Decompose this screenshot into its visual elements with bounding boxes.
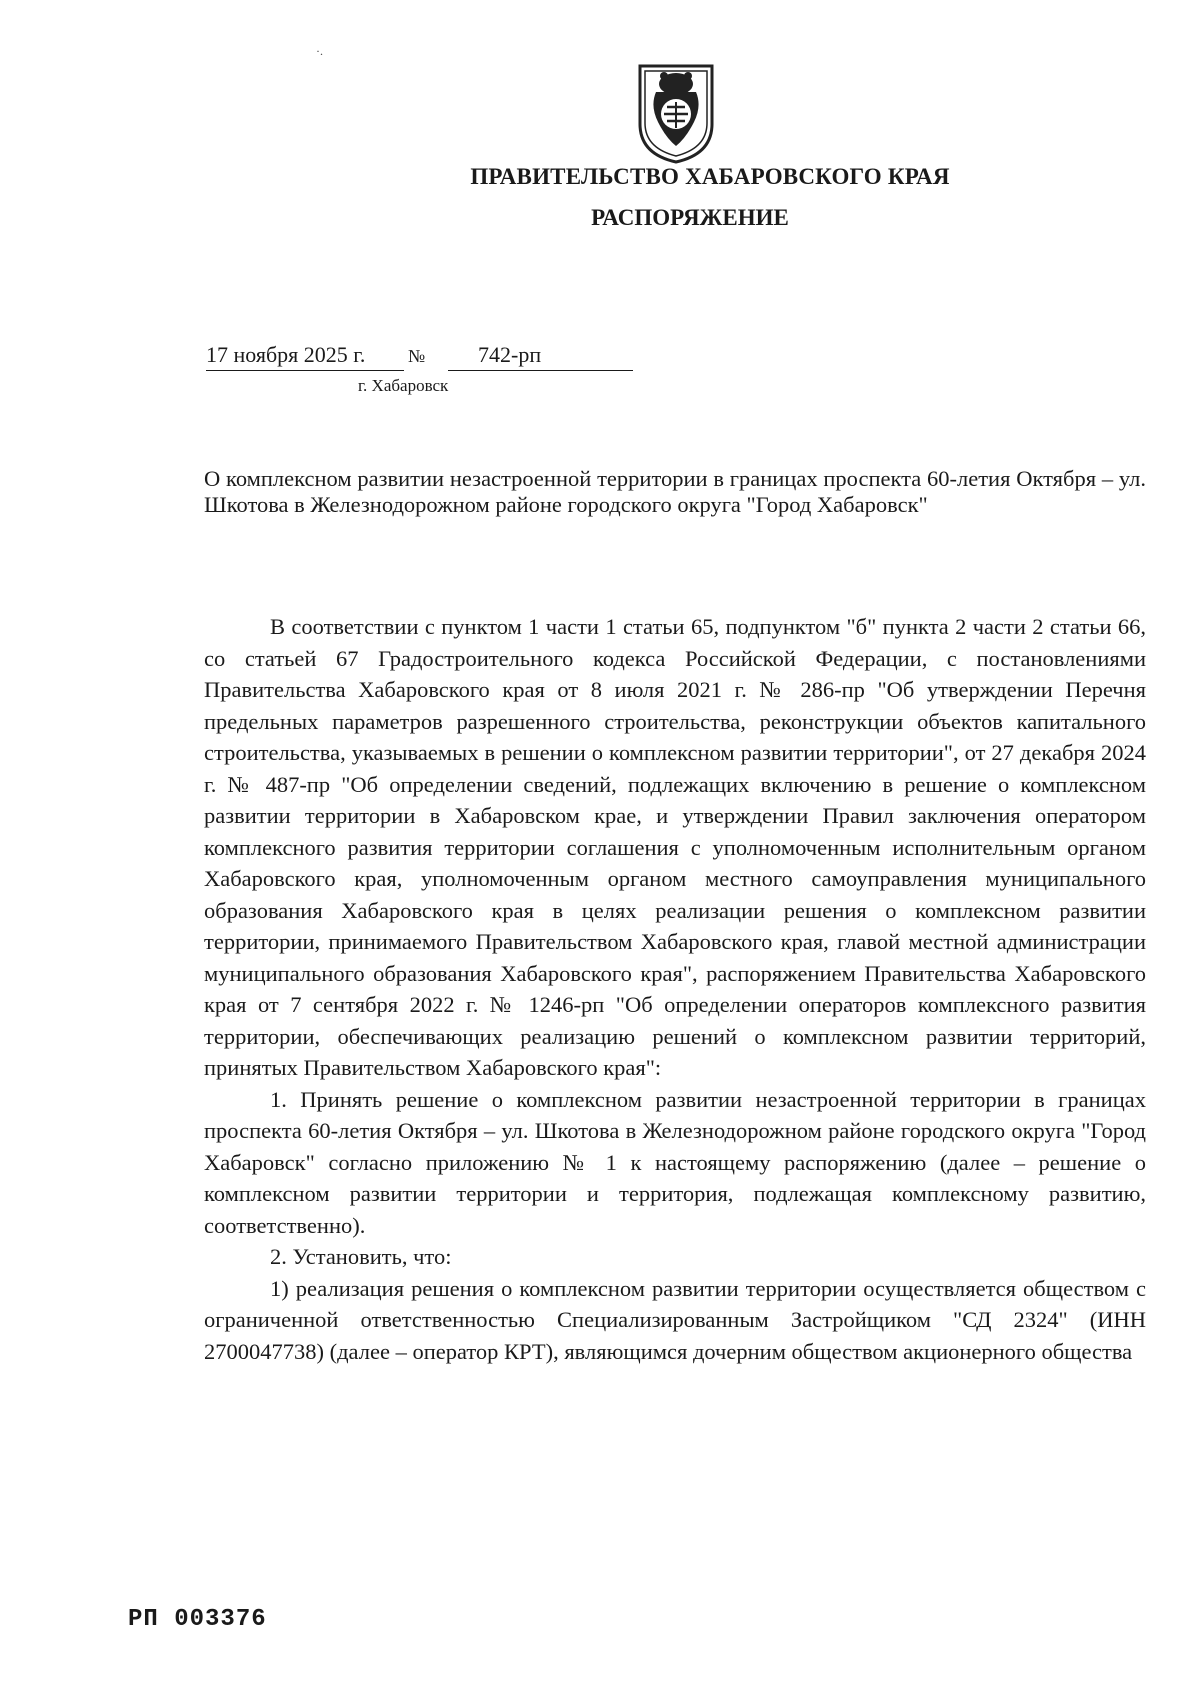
date-number-line	[206, 342, 633, 371]
organization-heading: ПРАВИТЕЛЬСТВО ХАБАРОВСКОГО КРАЯ	[470, 164, 950, 189]
document-date: 17 ноября 2025 г.	[206, 342, 404, 371]
document-number: 742-рп	[448, 342, 633, 371]
document-title: О комплексном развитии незастроенной территории в границах проспекта 60-летия Октября – ул. Шкотова в Железнодорожном районе городского округа "Город Хабаровск"	[204, 466, 1146, 517]
body-paragraph: 1) реализация решения о комплексном развитии территории осуществляется обществом с ограниченной ответственностью Специализированным Застройщиком "СД 2324" (ИНН 2700047738) (далее – оператор КРТ), являющимся дочерним обществом акционерного общества	[204, 1275, 1146, 1364]
document-type-heading: РАСПОРЯЖЕНИЕ	[591, 205, 789, 230]
document-city: г. Хабаровск	[358, 376, 449, 395]
body-paragraph: 2. Установить, что:	[270, 1244, 452, 1269]
document-body	[204, 611, 1146, 1367]
number-sign: №	[408, 346, 426, 366]
coat-of-arms-icon	[636, 62, 716, 164]
form-serial-number: РП 003376	[128, 1606, 267, 1633]
body-paragraph: 1. Принять решение о комплексном развитии незастроенной территории в границах проспекта 60-летия Октября – ул. Шкотова в Железнодорожном районе городского округа "Город Хабаровск" согласно приложению № 1 к настоящему распоряжению (далее – решение о комплексном развитии территории и территория, подлежащая комплексному развитию, соответственно).	[204, 1086, 1146, 1238]
body-paragraph: В соответствии с пунктом 1 части 1 статьи 65, подпунктом "б" пункта 2 части 2 статьи 66, со статьей 67 Градостроительного кодекса Российской Федерации, с постановлениями Правительства Хабаровского края от 8 июля 2021 г. № 286-пр "Об утверждении Перечня предельных параметров разрешенного строительства, реконструкции объектов капитального строительства, указываемых в решении о комплексном развитии территории", от 27 декабря 2024 г. № 487-пр "Об определении сведений, подлежащих включению в решение о комплексном развитии территории в Хабаровском крае, и утверждении Правил заключения оператором комплексного развития территории соглашения с уполномоченным исполнительным органом Хабаровского края, уполномоченным органом местного самоуправления муниципального образования Хабаровского края в целях реализации решения о комплексном развитии территории, принимаемого Правительством Хабаровского края, главой местной администрации муниципального образования Хабаровского края", распоряжением Правительства Хабаровского края от 7 сентября 2022 г. № 1246-рп "Об определении операторов комплексного развития территории, обеспечивающих реализацию решений о комплексном развитии территорий, принятых Правительством Хабаровского края":	[204, 614, 1146, 1080]
scan-speck: ·.	[316, 44, 323, 58]
